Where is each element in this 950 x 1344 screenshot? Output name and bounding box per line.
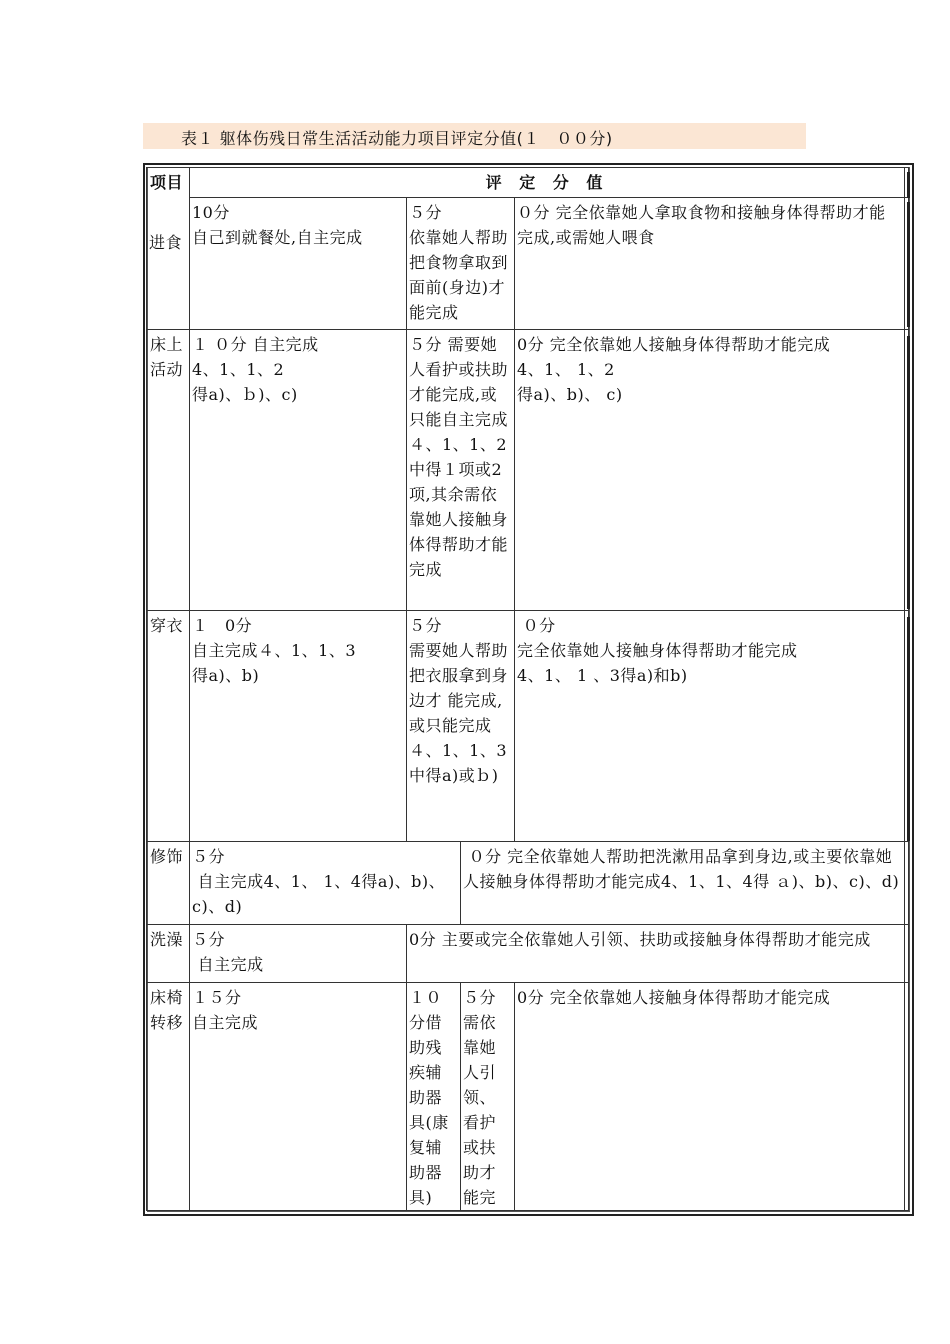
spacer-cell bbox=[905, 983, 909, 1211]
dressing-10: １ 0分 自主完成４、1、1、3 得a)、b) bbox=[190, 611, 407, 842]
grooming-5: ５分 自主完成4、1、 1、4得a)、b)、 c)、d) bbox=[190, 842, 461, 925]
table-row-eating bbox=[147, 198, 909, 330]
right-edge-mark bbox=[907, 202, 910, 327]
spacer-cell bbox=[905, 925, 909, 983]
bathing-5: ５分 自主完成 bbox=[190, 925, 407, 983]
grooming-0: ０分 完全依靠她人帮助把洗漱用品拿到身边,或主要依靠她人接触身体得帮助才能完成4、1、1、4得 ａ)、b)、c)、d) bbox=[461, 842, 905, 925]
table-row-transfer bbox=[147, 983, 909, 1211]
dressing-item: 穿衣 bbox=[147, 611, 190, 842]
bed-5: ５分 需要她人看护或扶助才能完成,或 只能自主完成 ４、1、1、2中得１项或2项,其余需依靠她人接触身体得帮助才能完成 bbox=[407, 330, 515, 611]
eating-5: ５分 依靠她人帮助把食物拿取到面前(身边)才能完成 bbox=[407, 198, 515, 330]
table-caption: 表１ 躯体伤残日常生活活动能力项目评定分值(１ ００分) bbox=[181, 129, 613, 148]
bathing-item: 洗澡 bbox=[147, 925, 190, 983]
right-edge-mark bbox=[907, 617, 910, 841]
transfer-item: 床椅 转移 bbox=[147, 983, 190, 1211]
transfer-5: ５分需依靠她人引领、看护或扶助才能完 bbox=[461, 983, 515, 1211]
table-row-bathing bbox=[147, 925, 909, 983]
header-item: 项目 bbox=[147, 168, 190, 330]
bathing-0: 0分 主要或完全依靠她人引领、扶助或接触身体得帮助才能完成 bbox=[407, 925, 905, 983]
bed-10: １ ０分 自主完成 4、1、1、2 得a)、ｂ)、c) bbox=[190, 330, 407, 611]
table-row-grooming bbox=[147, 842, 909, 925]
transfer-15: １５分 自主完成 bbox=[190, 983, 407, 1211]
table-row-dressing bbox=[147, 611, 909, 842]
bed-0: 0分 完全依靠她人接触身体得帮助才能完成 4、1、 1、2 得a)、b)、 c) bbox=[515, 330, 905, 611]
eating-0: ０分 完全依靠她人拿取食物和接触身体得帮助才能完成,或需她人喂食 bbox=[515, 198, 905, 330]
dressing-5: ５分 需要她人帮助把衣服拿到身边才 能完成,或只能完成 ４、1、1、3中得a)或ｂ) bbox=[407, 611, 515, 842]
transfer-0: 0分 完全依靠她人接触身体得帮助才能完成 bbox=[515, 983, 905, 1211]
table-caption-bar bbox=[143, 123, 806, 149]
right-edge-mark bbox=[907, 172, 910, 198]
dressing-0: ０分 完全依靠她人接触身体得帮助才能完成 4、1、 1 、3得a)和b) bbox=[515, 611, 905, 842]
eating-10: 10分 自己到就餐处,自主完成 bbox=[190, 198, 407, 330]
header-row bbox=[147, 168, 909, 198]
transfer-10: １０分借助残疾辅助器具(康复辅助器具) bbox=[407, 983, 461, 1211]
table-row-bed bbox=[147, 330, 909, 611]
grooming-item: 修饰 bbox=[147, 842, 190, 925]
scoring-table bbox=[146, 167, 909, 1211]
spacer-cell bbox=[905, 842, 909, 925]
right-edge-mark bbox=[907, 336, 910, 609]
header-score: 评 定 分 值 bbox=[190, 168, 905, 198]
bed-item: 床上 活动 bbox=[147, 330, 190, 611]
eating-item: 进食 bbox=[149, 233, 183, 252]
